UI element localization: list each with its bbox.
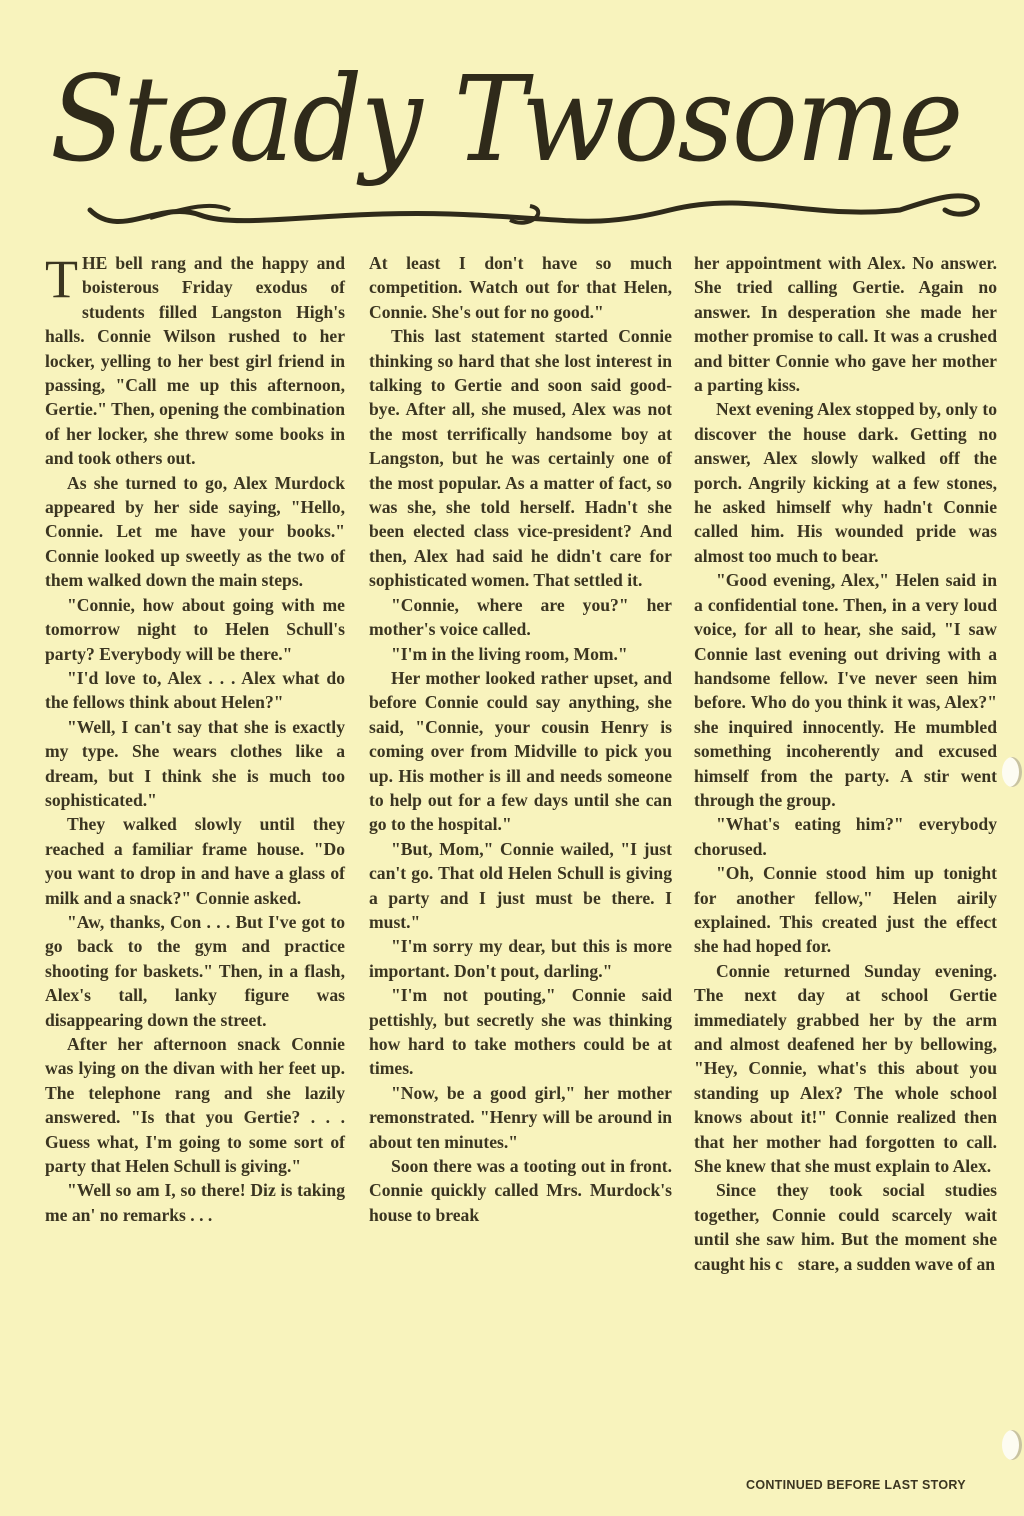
paragraph: "I'd love to, Alex . . . Alex what do the fellows think about Helen?" <box>45 667 345 713</box>
column-3 <box>694 251 997 1276</box>
paragraph: her appointment with Alex. No answer. She tried calling Gertie. Again no answer. In desperation she made her mother promise to call. It was a crushed and bitter Connie who gave her mother a parting kiss. <box>694 253 997 396</box>
punch-hole <box>1002 757 1022 787</box>
paragraph: At least I don't have so much competition. Watch out for that Helen, Connie. She's out for no good." <box>369 253 672 322</box>
paragraph: "But, Mom," Connie wailed, "I just can't go. That old Helen Schull is giving a party and I just must be there. I must." <box>369 838 672 932</box>
column-2 <box>369 251 672 1227</box>
title-block <box>30 50 990 240</box>
paragraph: "Aw, thanks, Con . . . But I've got to go back to the gym and practice shooting for baskets." Then, in a flash, Alex's tall, lanky figure was disappearing down the street. <box>45 911 345 1030</box>
paragraph: "Well, I can't say that she is exactly my type. She wears clothes like a dream, but I think she is much too sophisticated." <box>45 716 345 810</box>
paragraph: Her mother looked rather upset, and before Connie could say anything, she said, "Connie, your cousin Henry is coming over from Midville to pick you up. His mother is ill and needs someone to help out for a few days until she can go to the hospital." <box>369 667 672 835</box>
paragraph: "Now, be a good girl," her mother remonstrated. "Henry will be around in about ten minutes." <box>369 1082 672 1152</box>
title-swirl-ornament <box>30 170 990 240</box>
paragraph: "I'm in the living room, Mom." <box>391 643 628 664</box>
paragraph: Connie returned Sunday evening. The next day at school Gertie immediately grabbed her by the arm and almost deafened her by bellowing, "Hey, Connie, what's this about you standing up Alex? The whole school knows about it!" Connie realized then that her mother had forgotten to call. She knew that she must explain to Alex. <box>694 960 997 1177</box>
paragraph: Next evening Alex stopped by, only to discover the house dark. Getting no answer, Alex slowly walked off the porch. Angrily kicking at a few stones, he asked himself why hadn't Connie called him. His wounded pride was almost too much to bear. <box>694 399 997 566</box>
drop-cap: T <box>45 249 78 309</box>
paragraph: Since they took social studies together, Connie could scarcely wait until she saw him. But the moment she caught his c stare, a sudden wave of an <box>694 1180 997 1274</box>
paragraph: "I'm not pouting," Connie said pettishly, but secretly she was thinking how hard to take mothers could be at times. <box>369 985 672 1079</box>
paragraph: "What's eating him?" everybody chorused. <box>694 814 997 859</box>
paragraph: "Good evening, Alex," Helen said in a confidential tone. Then, in a very loud voice, for all to hear, she said, "I saw Connie last evening out driving with a handsome fellow. I've never seen him before. Who do you think it was, Alex?" she inquired innocently. He mumbled something incoherently and excused himself from the party. A stir went through the group. <box>694 570 997 810</box>
paragraph: "Connie, where are you?" her mother's voice called. <box>369 594 672 640</box>
paragraph: "Connie, how about going with me tomorrow night to Helen Schull's party? Everybody will be there." <box>45 594 345 664</box>
paragraph: "I'm sorry my dear, but this is more important. Don't pout, darling." <box>369 936 672 981</box>
paragraph: THE bell rang and the happy and boisterous Friday exodus of students filled Langston High's halls. Connie Wilson rushed to her locker, yelling to her best girl friend in passing, "Call me up this afternoon, Gertie." Then, opening the combination of her locker, she threw some books in and took others out. <box>45 249 345 469</box>
paragraph: As she turned to go, Alex Murdock appeared by her side saying, "Hello, Connie. Let me have your books." Connie looked up sweetly as the two of them walked down the main steps. <box>45 472 345 591</box>
punch-hole <box>1002 1430 1022 1460</box>
paragraph: After her afternoon snack Connie was lying on the divan with her feet up. The telephone rang and she lazily answered. "Is that you Gertie? . . . Guess what, I'm going to some sort of party that Helen Schull is giving." <box>45 1034 345 1177</box>
column-1 <box>45 251 345 1227</box>
paragraph: Soon there was a tooting out in front. Connie quickly called Mrs. Murdock's house to break <box>369 1156 672 1225</box>
paragraph: This last statement started Connie thinking so hard that she lost interest in talking to Gertie and soon said good-bye. After all, she mused, Alex was not the most terrifically handsome boy at Langston, but he was certainly one of the most popular. As a matter of fact, so was she, she told herself. Hadn't she been elected class vice-president? And then, Alex had said he didn't care for sophisticated women. That settled it. <box>369 326 672 591</box>
paragraph: "Well so am I, so there! Diz is taking me an' no remarks . . . <box>45 1180 345 1225</box>
story-title: Steady Twosome <box>50 50 962 188</box>
paragraph: They walked slowly until they reached a familiar frame house. "Do you want to drop in and have a glass of milk and a snack?" Connie asked. <box>45 814 345 908</box>
paragraph: "Oh, Connie stood him up tonight for another fellow," Helen airily explained. This created just the effect she had hoped for. <box>694 863 997 957</box>
continued-note: CONTINUED BEFORE LAST STORY <box>746 1478 966 1492</box>
